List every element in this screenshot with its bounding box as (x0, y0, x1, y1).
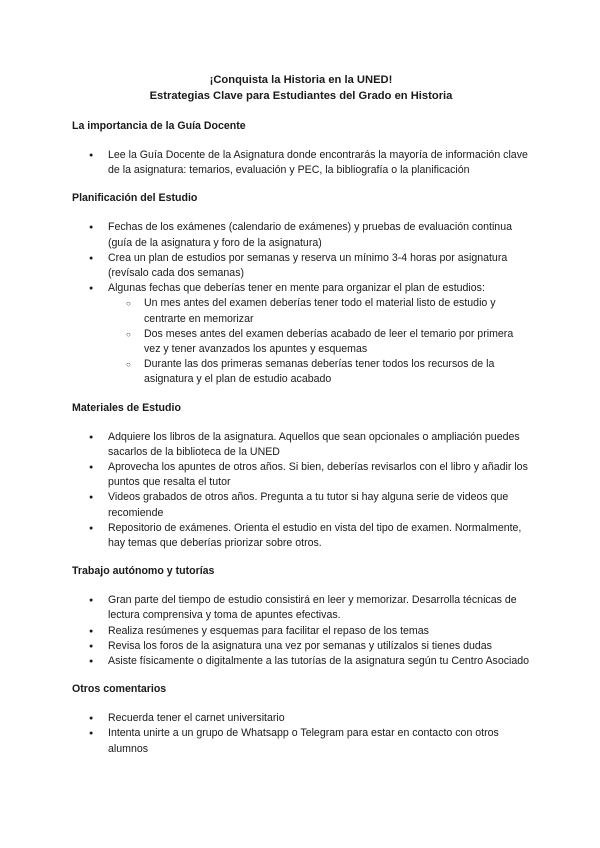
title-line-2: Estrategias Clave para Estudiantes del Grado en Historia (149, 90, 453, 102)
bullet-item: ● Crea un plan de estudios por semanas y reserva un mínimo 3-4 horas por asignatura (revísalo cada dos semanas) (72, 251, 530, 281)
bullet-list-otros-comentarios (72, 711, 530, 757)
document-title (72, 72, 530, 104)
bullet-item: ● Recuerda tener el carnet universitario (72, 711, 530, 726)
bullet-item: ● Aprovecha los apuntes de otros años. Si bien, deberías revisarlos con el libro y añadir los puntos que resalta el tutor (72, 460, 530, 490)
section-heading-materiales: Materiales de Estudio (72, 401, 181, 414)
section-heading-planificacion: Planificación del Estudio (72, 192, 198, 205)
bullet-item-with-subitems (72, 281, 530, 387)
bullet-item: ● Revisa los foros de la asignatura una vez por semanas y utilízalos si tienes dudas (72, 639, 530, 654)
bullet-list-guia-docente (72, 148, 530, 178)
title-line-1: ¡Conquista la Historia en la UNED! (209, 74, 393, 86)
bullet-item: ● Realiza resúmenes y esquemas para facilitar el repaso de los temas (72, 624, 530, 639)
bullet-item: ● Gran parte del tiempo de estudio consistirá en leer y memorizar. Desarrolla técnicas de lectura comprensiva y toma de apuntes efectivas. (72, 593, 530, 623)
bullet-list-planificacion (72, 220, 530, 387)
sub-bullet-item: ○ Un mes antes del examen deberías tener todo el material listo de estudio y centrarte en memorizar (108, 296, 530, 326)
sub-bullet-item: ○ Durante las dos primeras semanas deberías tener todos los recursos de la asignatura y el plan de estudio acabado (108, 357, 530, 387)
sub-bullet-item: ○ Dos meses antes del examen deberías acabado de leer el temario por primera vez y tener avanzados los apuntes y esquemas (108, 327, 530, 357)
bullet-list-trabajo-autonomo (72, 593, 530, 669)
sub-bullet-list (108, 296, 530, 387)
section-heading-trabajo-autonomo: Trabajo autónomo y tutorías (72, 565, 215, 578)
bullet-item: ● Adquiere los libros de la asignatura. Aquellos que sean opcionales o ampliación puedes sacarlos de la biblioteca de la UNED (72, 430, 530, 460)
section-heading-guia-docente: La importancia de la Guía Docente (72, 120, 246, 132)
bullet-item: ● Intenta unirte a un grupo de Whatsapp o Telegram para estar en contacto con otros alumnos (72, 726, 530, 756)
section-heading-otros-comentarios: Otros comentarios (72, 683, 167, 696)
bullet-item: ● Repositorio de exámenes. Orienta el estudio en vista del tipo de examen. Normalmente, hay temas que deberías priorizar sobre otros. (72, 521, 530, 551)
bullet-item: ● Videos grabados de otros años. Pregunta a tu tutor si hay alguna serie de videos que recomiende (72, 490, 530, 520)
bullet-list-materiales (72, 430, 530, 552)
bullet-item-text: Algunas fechas que deberías tener en mente para organizar el plan de estudios: (108, 282, 485, 295)
bullet-item: ● Fechas de los exámenes (calendario de exámenes) y pruebas de evaluación continua (guía de la asignatura y foro de la asignatura) (72, 220, 530, 250)
bullet-item: ● Asiste físicamente o digitalmente a las tutorías de la asignatura según tu Centro Asociado (72, 654, 530, 669)
bullet-item: ● Lee la Guía Docente de la Asignatura donde encontrarás la mayoría de información clave de la asignatura: temarios, evaluación y PEC, la bibliografía o la planificación (72, 148, 530, 178)
